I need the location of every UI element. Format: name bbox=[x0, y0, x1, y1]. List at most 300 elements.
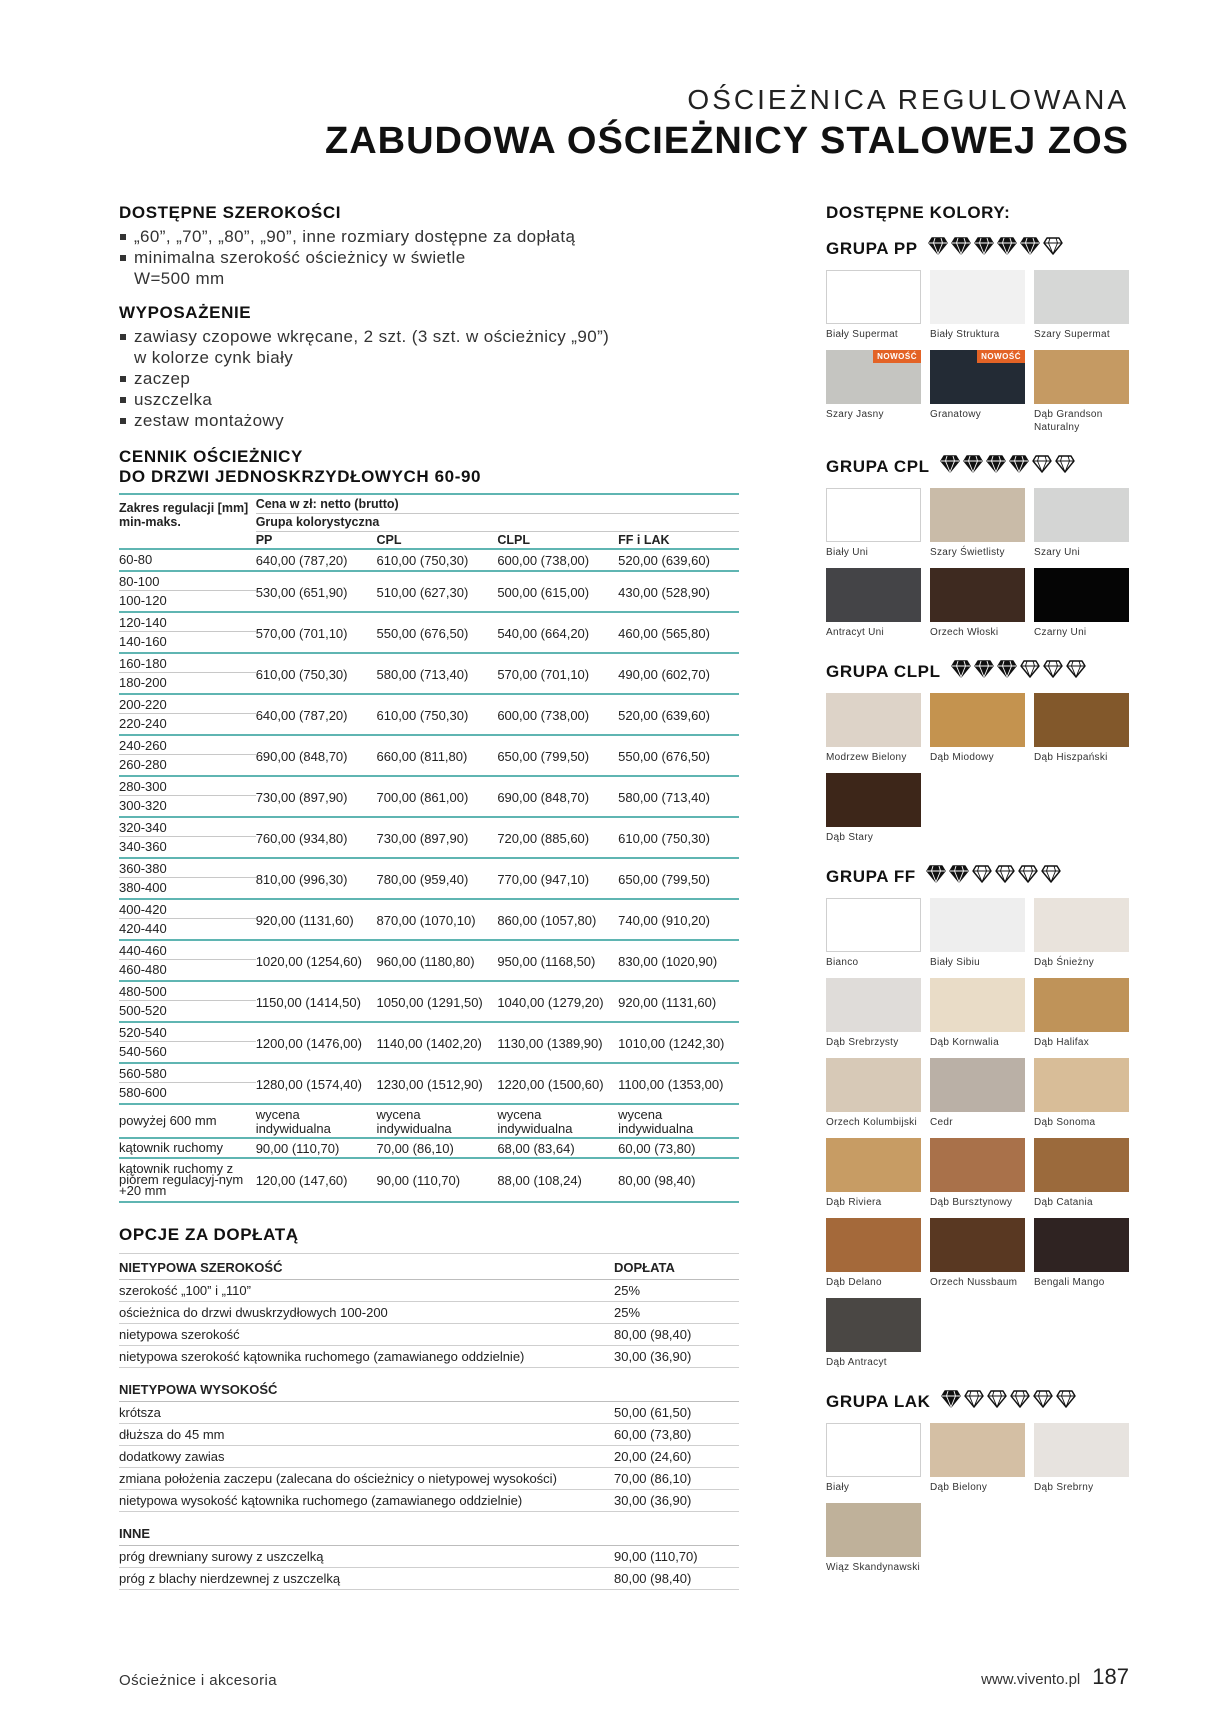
price-column-header: Cena w zł: netto (brutto) bbox=[256, 495, 739, 513]
price-cell: 640,00 (787,20) bbox=[256, 694, 377, 735]
widths-item-line: minimalna szerokość ościeżnicy w świetle bbox=[134, 248, 466, 267]
page-title: ZABUDOWA OŚCIEŻNICY STALOWEJ ZOS bbox=[325, 120, 1129, 162]
diamond-icon bbox=[1056, 1390, 1076, 1413]
price-cell: 1140,00 (1402,20) bbox=[377, 1022, 498, 1063]
swatch-grid bbox=[826, 270, 1136, 443]
price-row-label: kątownik ruchomy z piórem regulacyj-nym +20 mm bbox=[119, 1158, 256, 1202]
color-swatch[interactable] bbox=[1034, 488, 1129, 568]
color-swatch[interactable] bbox=[1034, 1423, 1129, 1503]
diamond-icon bbox=[949, 865, 969, 888]
price-cell: 690,00 (848,70) bbox=[497, 776, 618, 817]
price-level-diamonds bbox=[951, 660, 1086, 683]
price-row-label: powyżej 600 mm bbox=[119, 1104, 256, 1138]
price-cell: 460,00 (565,80) bbox=[618, 612, 739, 653]
swatch-chip[interactable] bbox=[1034, 270, 1129, 324]
color-swatch[interactable] bbox=[930, 1423, 1025, 1503]
options-row bbox=[119, 1468, 739, 1490]
swatch-chip[interactable] bbox=[930, 270, 1025, 324]
color-swatch[interactable] bbox=[930, 350, 1025, 430]
color-swatch[interactable] bbox=[930, 693, 1025, 773]
swatch-label: Dąb Kornwalia bbox=[930, 1037, 999, 1048]
color-group-title bbox=[826, 660, 1126, 683]
price-cell: 1040,00 (1279,20) bbox=[497, 981, 618, 1022]
options-row-label: krótsza bbox=[119, 1402, 614, 1424]
color-swatch[interactable] bbox=[930, 1138, 1025, 1218]
range-value: 480-500 bbox=[119, 982, 256, 1002]
diamond-icon bbox=[1055, 455, 1075, 478]
price-cell: 600,00 (738,00) bbox=[497, 694, 618, 735]
options-section-title: INNE bbox=[119, 1520, 614, 1546]
color-swatch[interactable] bbox=[1034, 693, 1129, 773]
swatch-label: Cedr bbox=[930, 1117, 953, 1128]
price-cell: 68,00 (83,64) bbox=[497, 1138, 618, 1158]
swatch-label: Szary Świetlisty bbox=[930, 547, 1005, 558]
options-row-value: 30,00 (36,90) bbox=[614, 1490, 739, 1512]
swatch-chip[interactable] bbox=[826, 773, 921, 827]
group-header-cpl: CPL bbox=[377, 531, 498, 549]
options-row bbox=[119, 1402, 739, 1424]
price-row bbox=[119, 571, 739, 612]
color-swatch[interactable] bbox=[826, 1298, 921, 1378]
color-group-name: GRUPA PP bbox=[826, 238, 918, 258]
price-cell: 950,00 (1168,50) bbox=[497, 940, 618, 981]
equipment-item-line: zestaw montażowy bbox=[134, 411, 285, 430]
widths-item-line: W=500 mm bbox=[134, 269, 225, 288]
price-cell: 690,00 (848,70) bbox=[256, 735, 377, 776]
widths-item-line: „60”, „70”, „80”, „90”, inne rozmiary dostępne za dopłatą bbox=[134, 227, 576, 246]
color-swatch[interactable] bbox=[826, 898, 921, 978]
options-row-value: 25% bbox=[614, 1280, 739, 1302]
color-swatch[interactable] bbox=[1034, 1138, 1129, 1218]
swatch-chip[interactable] bbox=[826, 1298, 921, 1352]
price-cell: 1100,00 (1353,00) bbox=[618, 1063, 739, 1104]
price-row-range bbox=[119, 694, 256, 735]
price-level-diamonds bbox=[941, 1390, 1076, 1413]
options-spacer bbox=[119, 1368, 739, 1376]
price-level-diamonds bbox=[928, 237, 1063, 260]
price-list-heading bbox=[119, 447, 739, 487]
options-row bbox=[119, 1324, 739, 1346]
diamond-icon bbox=[1020, 660, 1040, 683]
color-swatch[interactable] bbox=[1034, 1218, 1129, 1298]
diamond-icon bbox=[951, 237, 971, 260]
color-swatch[interactable] bbox=[1034, 1058, 1129, 1138]
color-swatch[interactable] bbox=[930, 1218, 1025, 1298]
swatch-label: Bianco bbox=[826, 957, 859, 968]
equipment-item-line: w kolorze cynk biały bbox=[134, 348, 294, 367]
price-row-range bbox=[119, 612, 256, 653]
swatch-chip[interactable] bbox=[930, 350, 1025, 404]
swatch-label: Antracyt Uni bbox=[826, 627, 885, 638]
left-column bbox=[119, 203, 739, 1590]
group-header-clpl: CLPL bbox=[497, 531, 618, 549]
price-row-range bbox=[119, 1022, 256, 1063]
swatch-chip[interactable] bbox=[930, 1058, 1025, 1112]
widths-item bbox=[119, 226, 739, 247]
diamond-icon bbox=[940, 455, 960, 478]
price-cell: 120,00 (147,60) bbox=[256, 1158, 377, 1202]
swatch-label: Orzech Nussbaum bbox=[930, 1277, 1018, 1288]
price-cell: 610,00 (750,30) bbox=[377, 549, 498, 571]
options-section-header bbox=[119, 1254, 739, 1280]
swatch-label: Orzech Kolumbijski bbox=[826, 1117, 917, 1128]
range-value: 320-340 bbox=[119, 818, 256, 838]
range-value: 340-360 bbox=[119, 839, 167, 854]
price-cell: 530,00 (651,90) bbox=[256, 571, 377, 612]
color-group bbox=[826, 455, 1126, 648]
swatch-chip[interactable] bbox=[826, 978, 921, 1032]
swatch-chip[interactable] bbox=[1034, 488, 1129, 542]
options-row-label: nietypowa szerokość bbox=[119, 1324, 614, 1346]
color-swatch[interactable] bbox=[930, 1058, 1025, 1138]
color-group bbox=[826, 660, 1126, 853]
price-row bbox=[119, 653, 739, 694]
swatch-chip[interactable] bbox=[826, 693, 921, 747]
color-group-title bbox=[826, 237, 1126, 260]
range-value: 280-300 bbox=[119, 777, 256, 797]
diamond-icon bbox=[951, 660, 971, 683]
options-row-value: 25% bbox=[614, 1302, 739, 1324]
diamond-icon bbox=[972, 865, 992, 888]
color-swatch[interactable] bbox=[826, 270, 921, 350]
color-swatch[interactable] bbox=[1034, 898, 1129, 978]
options-section-header bbox=[119, 1376, 739, 1402]
options-row-value: 80,00 (98,40) bbox=[614, 1568, 739, 1590]
color-swatch[interactable] bbox=[826, 1138, 921, 1218]
price-cell: 730,00 (897,90) bbox=[256, 776, 377, 817]
color-swatch[interactable] bbox=[1034, 978, 1129, 1058]
diamond-icon bbox=[987, 1390, 1007, 1413]
options-heading: OPCJE ZA DOPŁATĄ bbox=[119, 1225, 739, 1254]
color-swatch[interactable] bbox=[1034, 568, 1129, 648]
footer-url[interactable]: www.vivento.pl bbox=[981, 1671, 1081, 1688]
price-cell: 740,00 (910,20) bbox=[618, 899, 739, 940]
price-row bbox=[119, 1022, 739, 1063]
diamond-icon bbox=[997, 237, 1017, 260]
swatch-chip[interactable] bbox=[930, 1218, 1025, 1272]
swatch-chip[interactable] bbox=[930, 693, 1025, 747]
price-cell: 580,00 (713,40) bbox=[377, 653, 498, 694]
price-row-label: kątownik ruchomy bbox=[119, 1138, 256, 1158]
colors-column bbox=[826, 203, 1126, 1583]
diamond-icon bbox=[1018, 865, 1038, 888]
options-row bbox=[119, 1280, 739, 1302]
swatch-label: Dąb Riviera bbox=[826, 1197, 882, 1208]
color-group-name: GRUPA FF bbox=[826, 866, 916, 886]
diamond-icon bbox=[1041, 865, 1061, 888]
swatch-chip[interactable] bbox=[826, 1423, 921, 1477]
range-value: 120-140 bbox=[119, 613, 256, 633]
group-header-ff-lak: FF i LAK bbox=[618, 531, 739, 549]
diamond-icon bbox=[997, 660, 1017, 683]
diamond-icon bbox=[964, 1390, 984, 1413]
footer-section-name: Ościeżnice i akcesoria bbox=[119, 1672, 278, 1689]
diamond-icon bbox=[974, 237, 994, 260]
price-row-angle bbox=[119, 1138, 739, 1158]
swatch-label: Dąb Halifax bbox=[1034, 1037, 1089, 1048]
range-value: 360-380 bbox=[119, 859, 256, 879]
swatch-chip[interactable] bbox=[930, 898, 1025, 952]
price-cell: 1230,00 (1512,90) bbox=[377, 1063, 498, 1104]
color-swatch[interactable] bbox=[826, 350, 921, 430]
swatch-chip[interactable] bbox=[1034, 350, 1129, 404]
price-row bbox=[119, 612, 739, 653]
options-row-label: dłuższa do 45 mm bbox=[119, 1424, 614, 1446]
price-row bbox=[119, 940, 739, 981]
options-row-value: 60,00 (73,80) bbox=[614, 1424, 739, 1446]
price-cell: 760,00 (934,80) bbox=[256, 817, 377, 858]
swatch-chip[interactable] bbox=[1034, 978, 1129, 1032]
options-row-value: 30,00 (36,90) bbox=[614, 1346, 739, 1368]
price-row-range bbox=[119, 981, 256, 1022]
swatch-chip[interactable] bbox=[1034, 1138, 1129, 1192]
swatch-chip[interactable] bbox=[930, 488, 1025, 542]
price-cell: 1010,00 (1242,30) bbox=[618, 1022, 739, 1063]
color-swatch[interactable] bbox=[826, 1218, 921, 1298]
swatch-chip[interactable] bbox=[930, 568, 1025, 622]
price-cell: 70,00 (86,10) bbox=[377, 1138, 498, 1158]
options-section-header bbox=[119, 1520, 739, 1546]
range-value: 440-460 bbox=[119, 941, 256, 961]
price-cell: 600,00 (738,00) bbox=[497, 549, 618, 571]
equipment-item bbox=[119, 389, 739, 410]
diamond-icon bbox=[1043, 237, 1063, 260]
swatch-chip[interactable] bbox=[826, 1218, 921, 1272]
color-swatch[interactable] bbox=[930, 488, 1025, 568]
group-header-pp: PP bbox=[256, 531, 377, 549]
swatch-label: Dąb Hiszpański bbox=[1034, 752, 1108, 763]
swatch-label: Biały Struktura bbox=[930, 329, 1000, 340]
price-cell: wycena indywidualna bbox=[497, 1104, 618, 1138]
price-cell: 780,00 (959,40) bbox=[377, 858, 498, 899]
range-value: 400-420 bbox=[119, 900, 256, 920]
equipment-item bbox=[119, 410, 739, 431]
price-cell: 520,00 (639,60) bbox=[618, 549, 739, 571]
color-swatch[interactable] bbox=[930, 978, 1025, 1058]
price-cell: 920,00 (1131,60) bbox=[618, 981, 739, 1022]
price-row bbox=[119, 899, 739, 940]
price-cell: 1220,00 (1500,60) bbox=[497, 1063, 618, 1104]
swatch-label: Orzech Włoski bbox=[930, 627, 999, 638]
swatch-label: Dąb Sonoma bbox=[1034, 1117, 1096, 1128]
price-row-range bbox=[119, 653, 256, 694]
color-swatch[interactable] bbox=[826, 693, 921, 773]
color-group-title bbox=[826, 865, 1126, 888]
swatch-label: Dąb Catania bbox=[1034, 1197, 1093, 1208]
color-swatch[interactable] bbox=[826, 978, 921, 1058]
swatch-label: Biały Supermat bbox=[826, 329, 899, 340]
swatch-chip[interactable] bbox=[1034, 1218, 1129, 1272]
range-value: 220-240 bbox=[119, 716, 167, 731]
price-cell: 770,00 (947,10) bbox=[497, 858, 618, 899]
price-cell: wycena indywidualna bbox=[618, 1104, 739, 1138]
swatch-label: Biały Uni bbox=[826, 547, 869, 558]
price-cell: 1050,00 (1291,50) bbox=[377, 981, 498, 1022]
options-row-value: 80,00 (98,40) bbox=[614, 1324, 739, 1346]
range-value: 540-560 bbox=[119, 1044, 167, 1059]
price-cell: wycena indywidualna bbox=[377, 1104, 498, 1138]
swatch-chip[interactable] bbox=[930, 978, 1025, 1032]
options-row-label: próg z blachy nierdzewnej z uszczelką bbox=[119, 1568, 614, 1590]
color-group-name: GRUPA CPL bbox=[826, 456, 930, 476]
price-cell: 550,00 (676,50) bbox=[377, 612, 498, 653]
swatch-label: Modrzew Bielony bbox=[826, 752, 907, 763]
range-value: 560-580 bbox=[119, 1064, 256, 1084]
equipment-heading: WYPOSAŻENIE bbox=[119, 303, 252, 322]
swatch-chip[interactable] bbox=[1034, 693, 1129, 747]
swatch-grid bbox=[826, 898, 1136, 1378]
range-value: 80-100 bbox=[119, 572, 256, 592]
options-row-value: 50,00 (61,50) bbox=[614, 1402, 739, 1424]
options-section-col: DOPŁATA bbox=[614, 1254, 739, 1280]
swatch-chip[interactable] bbox=[1034, 568, 1129, 622]
range-column-header: Zakres regulacji [mm] min-maks. bbox=[119, 495, 256, 549]
equipment-item-line: zawiasy czopowe wkręcane, 2 szt. (3 szt. w ościeżnicy „90”) bbox=[134, 327, 610, 346]
swatch-label: Wiąz Skandynawski bbox=[826, 1562, 921, 1573]
options-row bbox=[119, 1346, 739, 1368]
diamond-icon bbox=[1043, 660, 1063, 683]
page-header bbox=[325, 84, 1129, 163]
price-cell: 830,00 (1020,90) bbox=[618, 940, 739, 981]
price-row-range bbox=[119, 735, 256, 776]
price-row-range bbox=[119, 1063, 256, 1104]
swatch-label: Dąb Miodowy bbox=[930, 752, 994, 763]
price-cell: 860,00 (1057,80) bbox=[497, 899, 618, 940]
swatch-label: Dąb Srebrny bbox=[1034, 1482, 1094, 1493]
swatch-chip[interactable] bbox=[826, 1503, 921, 1557]
options-row-value: 70,00 (86,10) bbox=[614, 1468, 739, 1490]
price-cell: 640,00 (787,20) bbox=[256, 549, 377, 571]
price-cell: 730,00 (897,90) bbox=[377, 817, 498, 858]
swatch-label: Dąb Bursztynowy bbox=[930, 1197, 1013, 1208]
range-value: 60-80 bbox=[119, 552, 153, 567]
price-cell: 1150,00 (1414,50) bbox=[256, 981, 377, 1022]
price-cell: 920,00 (1131,60) bbox=[256, 899, 377, 940]
price-row-range bbox=[119, 549, 256, 571]
equipment-item-line: zaczep bbox=[134, 369, 191, 388]
price-row-above600 bbox=[119, 1104, 739, 1138]
price-cell: 610,00 (750,30) bbox=[618, 817, 739, 858]
color-swatch[interactable] bbox=[1034, 270, 1129, 350]
options-section-col bbox=[614, 1520, 739, 1546]
color-group-name: GRUPA CLPL bbox=[826, 661, 941, 681]
color-group bbox=[826, 1390, 1126, 1583]
color-swatch[interactable] bbox=[826, 773, 921, 853]
color-swatch[interactable] bbox=[826, 1423, 921, 1503]
swatch-chip[interactable] bbox=[826, 270, 921, 324]
swatch-chip[interactable] bbox=[826, 1138, 921, 1192]
options-spacer bbox=[119, 1512, 739, 1520]
price-cell: 90,00 (110,70) bbox=[377, 1158, 498, 1202]
price-cell: 660,00 (811,80) bbox=[377, 735, 498, 776]
price-cell: 550,00 (676,50) bbox=[618, 735, 739, 776]
diamond-icon bbox=[986, 455, 1006, 478]
options-row-label: szerokość „100” i „110” bbox=[119, 1280, 614, 1302]
range-value: 300-320 bbox=[119, 798, 167, 813]
price-row bbox=[119, 817, 739, 858]
price-table bbox=[119, 495, 739, 1203]
price-list-heading-line2: DO DRZWI JEDNOSKRZYDŁOWYCH 60-90 bbox=[119, 467, 482, 486]
range-value: 520-540 bbox=[119, 1023, 256, 1043]
color-swatch[interactable] bbox=[1034, 350, 1129, 443]
options-section-title: NIETYPOWA SZEROKOŚĆ bbox=[119, 1254, 614, 1280]
swatch-chip[interactable] bbox=[826, 898, 921, 952]
swatch-label: Szary Uni bbox=[1034, 547, 1081, 558]
swatch-chip[interactable] bbox=[826, 350, 921, 404]
price-row-range bbox=[119, 776, 256, 817]
swatch-label: Bengali Mango bbox=[1034, 1277, 1105, 1288]
price-cell: 580,00 (713,40) bbox=[618, 776, 739, 817]
swatch-chip[interactable] bbox=[1034, 1423, 1129, 1477]
new-badge: NOWOŚĆ bbox=[977, 350, 1025, 363]
price-cell: 1130,00 (1389,90) bbox=[497, 1022, 618, 1063]
price-cell: 80,00 (98,40) bbox=[618, 1158, 739, 1202]
swatch-chip[interactable] bbox=[930, 1138, 1025, 1192]
footer-right bbox=[981, 1664, 1129, 1690]
options-row-value: 20,00 (24,60) bbox=[614, 1446, 739, 1468]
swatch-label: Dąb Srebrzysty bbox=[826, 1037, 899, 1048]
price-cell: 610,00 (750,30) bbox=[377, 694, 498, 735]
color-swatch[interactable] bbox=[930, 568, 1025, 648]
swatch-label: Granatowy bbox=[930, 409, 982, 420]
options-row bbox=[119, 1546, 739, 1568]
diamond-icon bbox=[941, 1390, 961, 1413]
equipment-list bbox=[119, 326, 739, 431]
price-cell: 90,00 (110,70) bbox=[256, 1138, 377, 1158]
diamond-icon bbox=[1066, 660, 1086, 683]
swatch-chip[interactable] bbox=[826, 488, 921, 542]
color-group bbox=[826, 237, 1126, 443]
price-table-wrapper bbox=[119, 493, 739, 1203]
swatch-chip[interactable] bbox=[1034, 1058, 1129, 1112]
price-cell: 610,00 (750,30) bbox=[256, 653, 377, 694]
range-value: 500-520 bbox=[119, 1003, 167, 1018]
price-row bbox=[119, 549, 739, 571]
swatch-grid bbox=[826, 693, 1136, 853]
swatch-chip[interactable] bbox=[1034, 898, 1129, 952]
color-swatch[interactable] bbox=[826, 1058, 921, 1138]
diamond-icon bbox=[995, 865, 1015, 888]
color-swatch[interactable] bbox=[826, 1503, 921, 1583]
price-row bbox=[119, 1063, 739, 1104]
swatch-chip[interactable] bbox=[930, 1423, 1025, 1477]
options-row-label: dodatkowy zawias bbox=[119, 1446, 614, 1468]
color-swatch[interactable] bbox=[826, 488, 921, 568]
swatch-label: Szary Supermat bbox=[1034, 329, 1110, 340]
swatch-chip[interactable] bbox=[826, 568, 921, 622]
options-section-title: NIETYPOWA WYSOKOŚĆ bbox=[119, 1376, 614, 1402]
swatch-chip[interactable] bbox=[826, 1058, 921, 1112]
range-value: 200-220 bbox=[119, 695, 256, 715]
range-value: 160-180 bbox=[119, 654, 256, 674]
price-row-range bbox=[119, 940, 256, 981]
swatch-label: Dąb Grandson Naturalny bbox=[1034, 409, 1103, 433]
price-cell: 540,00 (664,20) bbox=[497, 612, 618, 653]
price-cell: 720,00 (885,60) bbox=[497, 817, 618, 858]
range-value: 260-280 bbox=[119, 757, 167, 772]
price-level-diamonds bbox=[926, 865, 1061, 888]
diamond-icon bbox=[1020, 237, 1040, 260]
price-cell: 490,00 (602,70) bbox=[618, 653, 739, 694]
color-swatch[interactable] bbox=[826, 568, 921, 648]
swatch-label: Dąb Śnieżny bbox=[1034, 957, 1094, 968]
color-group bbox=[826, 865, 1126, 1378]
color-swatch[interactable] bbox=[930, 898, 1025, 978]
options-row bbox=[119, 1302, 739, 1324]
swatch-label: Dąb Delano bbox=[826, 1277, 882, 1288]
color-swatch[interactable] bbox=[930, 270, 1025, 350]
diamond-icon bbox=[1009, 455, 1029, 478]
